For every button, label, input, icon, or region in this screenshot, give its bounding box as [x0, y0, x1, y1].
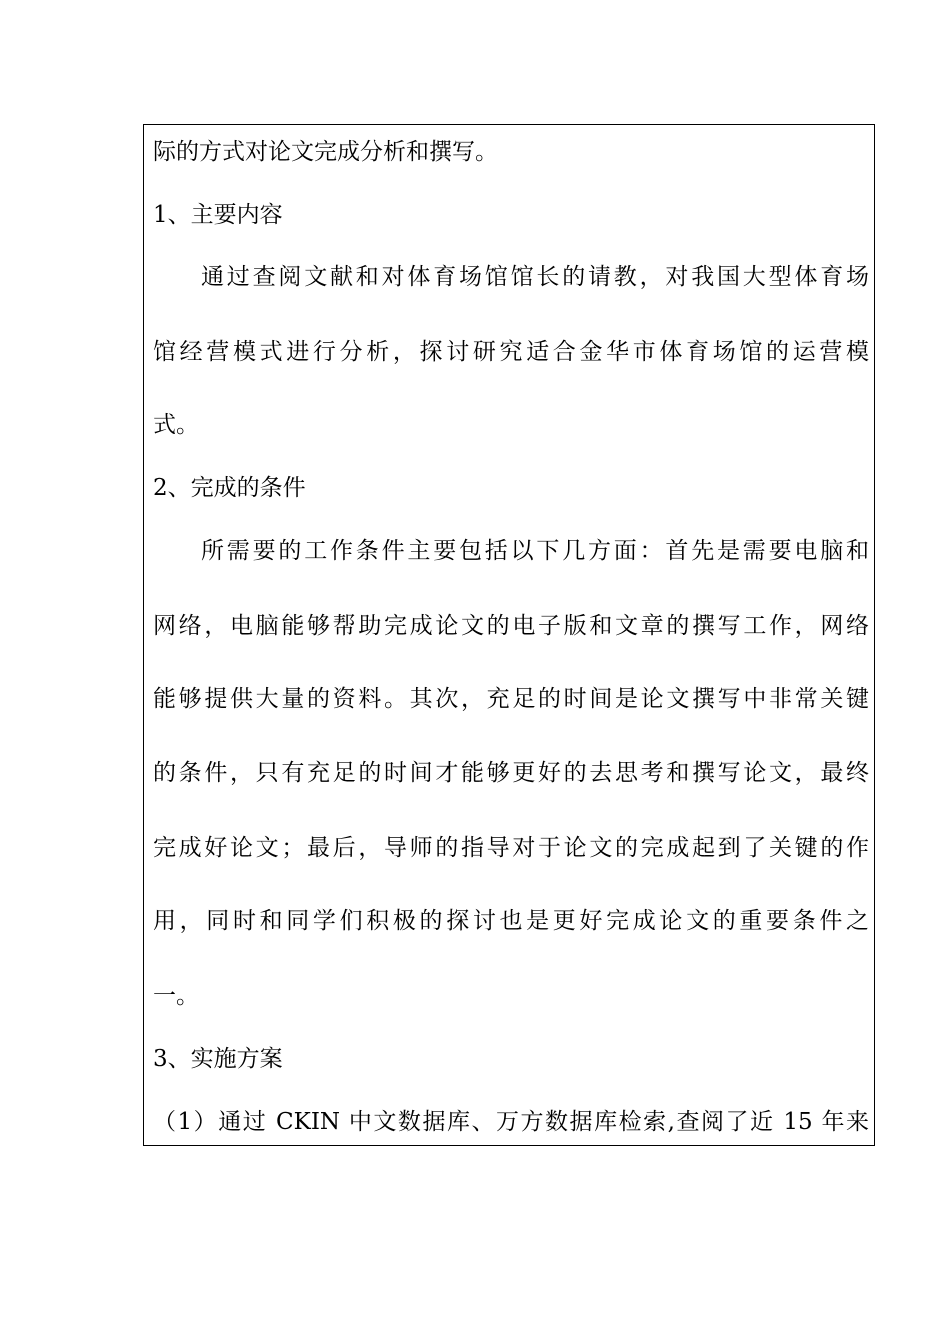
paragraph-line: （1）通过 CKIN 中文数据库、万方数据库检索,查阅了近 15 年来	[153, 1109, 869, 1135]
paragraph-line: 所需要的工作条件主要包括以下几方面：首先是需要电脑和	[201, 538, 869, 564]
paragraph-line: 式。	[153, 412, 199, 438]
paragraph-line: 的条件，只有充足的时间才能够更好的去思考和撰写论文，最终	[153, 760, 869, 786]
text-line-continuation: 际的方式对论文完成分析和撰写。	[153, 139, 498, 165]
paragraph-line: 能够提供大量的资料。其次，充足的时间是论文撰写中非常关键	[153, 686, 869, 712]
section-heading-main-content: 1、主要内容	[153, 202, 283, 228]
section-heading-conditions: 2、完成的条件	[153, 475, 306, 501]
paragraph-line: 馆经营模式进行分析，探讨研究适合金华市体育场馆的运营模	[153, 339, 869, 365]
paragraph-line: 网络，电脑能够帮助完成论文的电子版和文章的撰写工作，网络	[153, 613, 869, 639]
paragraph-line: 一。	[153, 983, 199, 1009]
paragraph-line: 用，同时和同学们积极的探讨也是更好完成论文的重要条件之	[153, 908, 869, 934]
paragraph-line: 完成好论文；最后，导师的指导对于论文的完成起到了关键的作	[153, 835, 869, 861]
section-heading-implementation: 3、实施方案	[153, 1046, 283, 1072]
paragraph-line: 通过查阅文献和对体育场馆馆长的请教，对我国大型体育场	[201, 264, 869, 290]
